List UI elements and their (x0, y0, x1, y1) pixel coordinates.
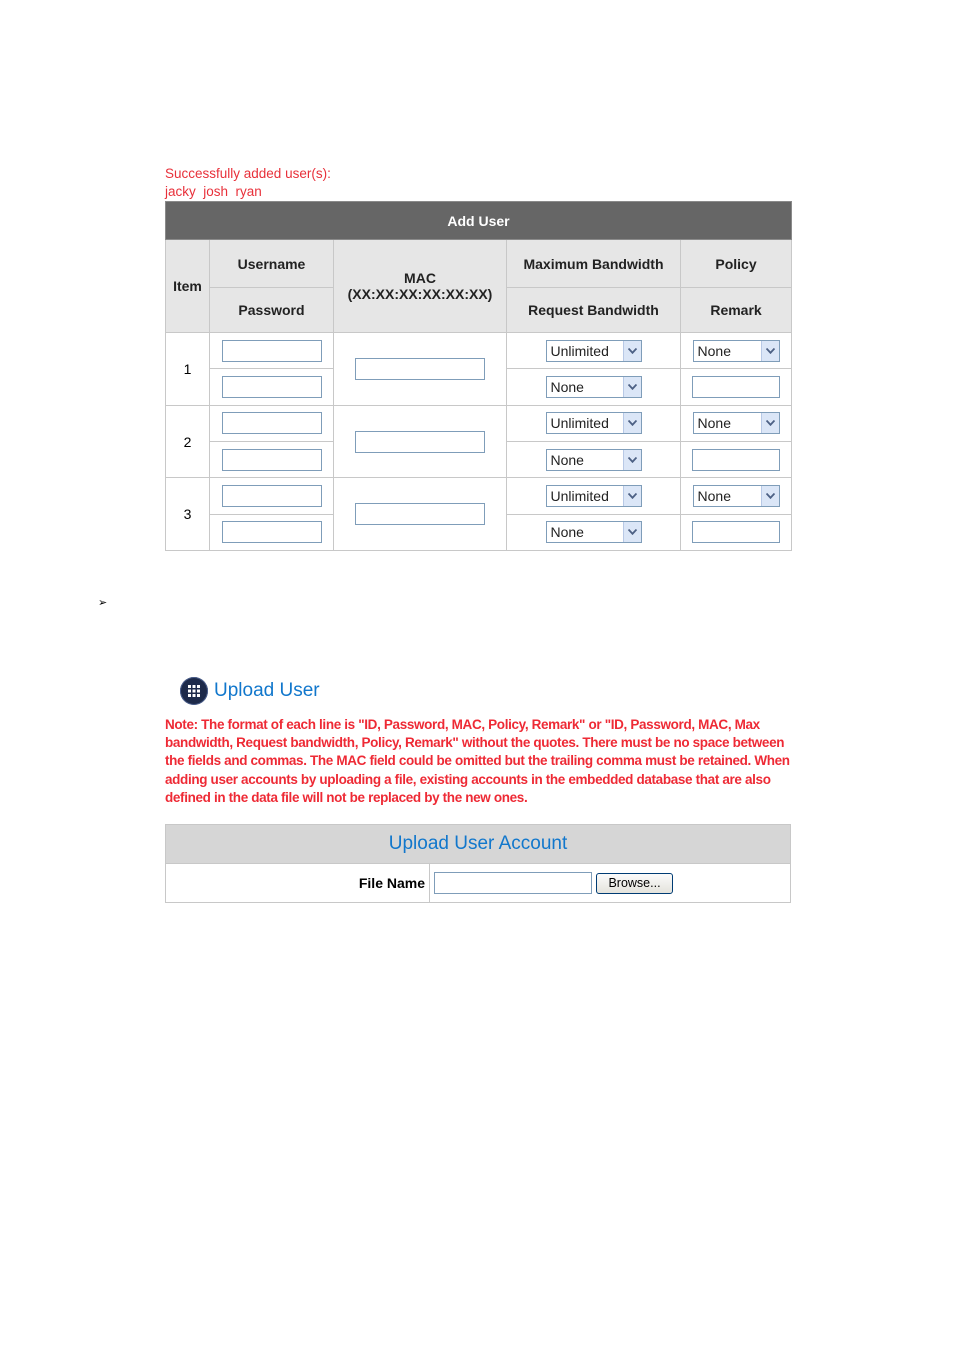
chevron-down-icon (623, 377, 641, 397)
table-row (166, 333, 792, 369)
success-message (165, 165, 331, 201)
chevron-down-icon (623, 486, 641, 506)
chevron-down-icon (623, 341, 641, 361)
mac-input[interactable] (355, 503, 485, 525)
item-number: 1 (166, 333, 210, 406)
table-row (166, 405, 792, 441)
policy-value: None (697, 415, 731, 432)
password-input[interactable] (222, 521, 322, 543)
request-bandwidth-select[interactable] (546, 376, 642, 398)
chevron-down-icon (623, 450, 641, 470)
request-bandwidth-select[interactable] (546, 449, 642, 471)
chevron-down-icon (623, 413, 641, 433)
header-mac-label: MAC (404, 270, 436, 287)
request-bandwidth-value: None (550, 379, 584, 396)
upload-note: Note: The format of each line is "ID, Password, MAC, Policy, Remark" or "ID, Password, MAC, Max bandwidth, Request bandwidth, Policy, Remark" without the quotes. There must be no space between the fields and commas. The MAC field could be omitted but the trailing comma must be retained. When adding user accounts by uploading a file, existing accounts in the embedded database that are also defined in the data file will not be replaced by the new ones. (165, 717, 790, 805)
remark-input[interactable] (692, 376, 780, 398)
header-password: Password (210, 287, 334, 332)
file-name-input[interactable] (434, 872, 592, 894)
chevron-down-icon (761, 341, 779, 361)
max-bandwidth-value: Unlimited (550, 342, 609, 359)
grid-icon (180, 677, 208, 705)
password-input[interactable] (222, 449, 322, 471)
header-item: Item (166, 240, 210, 333)
max-bandwidth-select[interactable] (546, 340, 642, 362)
policy-select[interactable] (693, 485, 780, 507)
upload-user-account-table (165, 824, 791, 903)
upload-table-title: Upload User Account (166, 825, 791, 864)
add-user-table (165, 201, 792, 551)
username-input[interactable] (222, 485, 322, 507)
mac-input[interactable] (355, 358, 485, 380)
file-name-label: File Name (166, 864, 430, 903)
bullet-arrow-icon: ➢ (98, 597, 108, 609)
add-user-title: Add User (166, 202, 792, 240)
chevron-down-icon (623, 522, 641, 542)
header-max-bandwidth: Maximum Bandwidth (507, 240, 681, 287)
header-mac-format: (XX:XX:XX:XX:XX:XX) (347, 286, 493, 303)
max-bandwidth-select[interactable] (546, 412, 642, 434)
remark-input[interactable] (692, 449, 780, 471)
policy-select[interactable] (693, 340, 780, 362)
request-bandwidth-value: None (550, 451, 584, 468)
max-bandwidth-value: Unlimited (550, 487, 609, 504)
request-bandwidth-select[interactable] (546, 521, 642, 543)
success-message-text: Successfully added user(s): (165, 166, 331, 181)
header-request-bandwidth: Request Bandwidth (507, 287, 681, 332)
policy-select[interactable] (693, 412, 780, 434)
upload-user-title: Upload User (214, 680, 320, 701)
header-remark: Remark (681, 287, 792, 332)
remark-input[interactable] (692, 521, 780, 543)
browse-button[interactable]: Browse... (596, 873, 673, 894)
mac-input[interactable] (355, 431, 485, 453)
policy-value: None (697, 487, 731, 504)
item-number: 2 (166, 405, 210, 478)
policy-value: None (697, 342, 731, 359)
max-bandwidth-select[interactable] (546, 485, 642, 507)
chevron-down-icon (761, 486, 779, 506)
request-bandwidth-value: None (550, 524, 584, 541)
max-bandwidth-value: Unlimited (550, 415, 609, 432)
header-username: Username (210, 240, 334, 287)
header-policy: Policy (681, 240, 792, 287)
added-users-list: jacky josh ryan (165, 184, 262, 199)
chevron-down-icon (761, 413, 779, 433)
username-input[interactable] (222, 340, 322, 362)
password-input[interactable] (222, 376, 322, 398)
header-mac (334, 240, 507, 333)
table-row (166, 478, 792, 514)
item-number: 3 (166, 478, 210, 551)
username-input[interactable] (222, 412, 322, 434)
upload-user-heading (180, 677, 320, 705)
